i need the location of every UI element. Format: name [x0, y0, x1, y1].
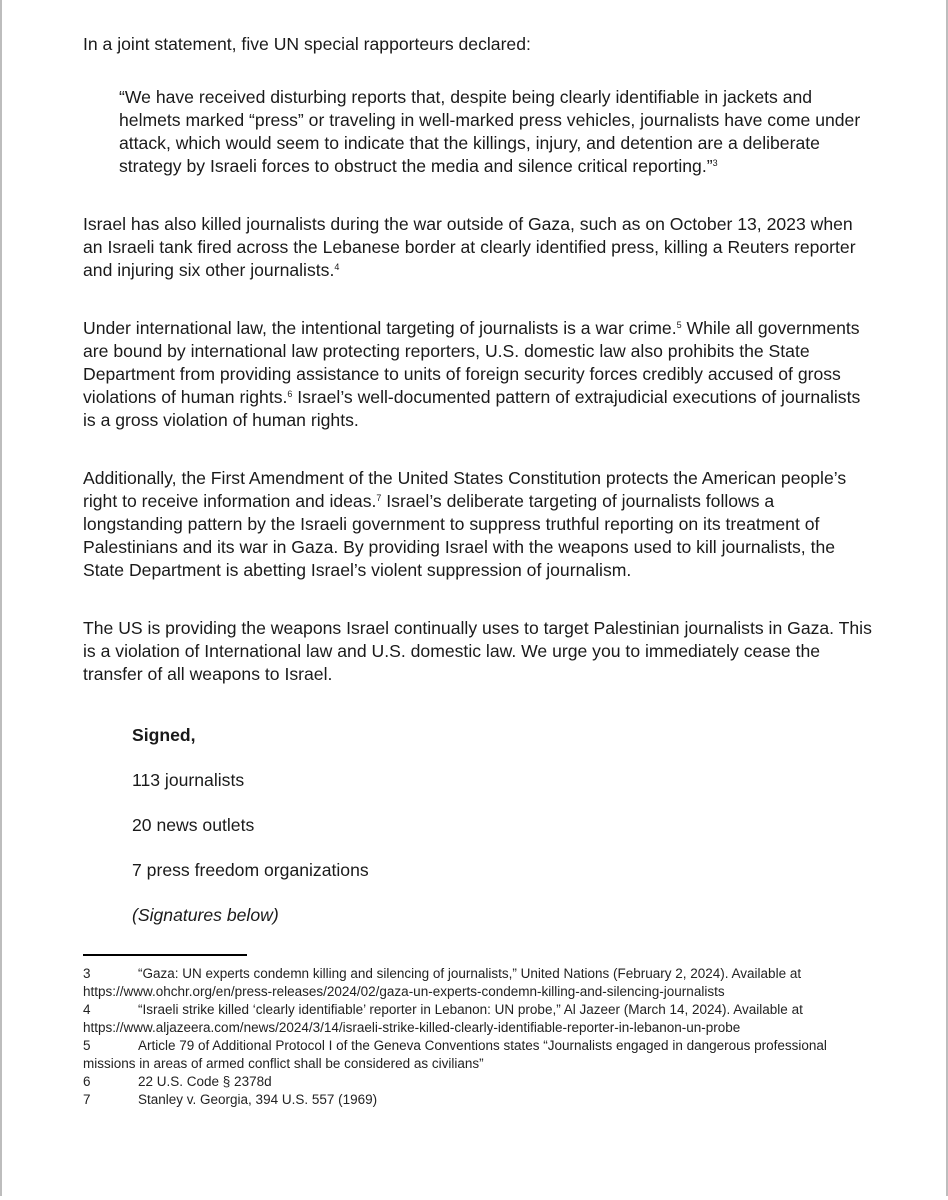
paragraph-intl-law-text-c: Israel’s well-documented pattern of extrajudicial executions of journalists is a gross violation of human rights.	[83, 387, 861, 430]
footnote-item	[83, 1001, 873, 1037]
footnote-text: 22 U.S. Code § 2378d	[138, 1074, 272, 1089]
footnote-number: 4	[83, 1002, 91, 1017]
paragraph-intl-law-text-a: Under international law, the intentional targeting of journalists is a war crime.	[83, 318, 677, 338]
footnote-item	[83, 1073, 873, 1091]
signed-outlets-count: 20 news outlets	[132, 815, 255, 835]
paragraph-lebanon	[83, 213, 873, 282]
paragraph-first-amendment	[83, 467, 873, 582]
footnote-ref-7[interactable]: 7	[376, 493, 382, 503]
paragraph-first-amendment-text-b: Israel’s deliberate targeting of journalists follows a longstanding pattern by the Israeli government to suppress truthful reporting on its treatment of Palestinians and its war in Gaza. By providing Israel with the weapons used to kill journalists, the State Department is abetting Israel’s violent suppression of journalism.	[83, 491, 836, 580]
footnote-text: Article 79 of Additional Protocol I of the Geneva Conventions states “Journalists engaged in dangerous professional missions in areas of armed conflict shall be considered as civilians”	[83, 1038, 827, 1071]
paragraph-first-amendment-text-a: Additionally, the First Amendment of the United States Constitution protects the American people’s right to receive information and ideas.	[83, 468, 847, 511]
rapporteurs-quote	[119, 86, 873, 178]
footnote-number: 7	[83, 1092, 91, 1107]
footnotes	[83, 965, 873, 1109]
footnote-ref-5[interactable]: 5	[676, 320, 682, 330]
footnote-item	[83, 965, 873, 1001]
footnote-text[interactable]: “Gaza: UN experts condemn killing and silencing of journalists,” United Nations (February 2, 2024). Available at https://www.ohchr.org/en/press-releases/2024/02/gaza-un-experts-condemn-killing-and-silencing-journalists	[83, 966, 802, 999]
paragraph-international-law	[83, 317, 873, 432]
letter-body	[83, 33, 873, 949]
paragraph-intl-law-text-b: While all governments are bound by international law protecting reporters, U.S. domestic law also prohibits the State Department from providing assistance to units of foreign security forces credibly accused of gross violations of human rights.	[83, 318, 860, 407]
footnote-item	[83, 1091, 873, 1109]
footnote-ref-6[interactable]: 6	[287, 389, 293, 399]
footnote-number: 5	[83, 1038, 91, 1053]
footnote-item	[83, 1037, 873, 1073]
footnote-number: 6	[83, 1074, 91, 1089]
signed-journalists-count: 113 journalists	[132, 770, 245, 790]
paragraph-demand: The US is providing the weapons Israel continually uses to target Palestinian journalists in Gaza. This is a violation of International law and U.S. domestic law. We urge you to immediately cease the transfer of all weapons to Israel.	[83, 618, 872, 684]
footnote-text[interactable]: “Israeli strike killed ‘clearly identifiable’ reporter in Lebanon: UN probe,” Al Jazeer (March 14, 2024). Available at https://www.aljazeera.com/news/2024/3/14/israeli-strike-killed-clearly-identifiable-reporter-in-lebanon-un-probe	[83, 1002, 803, 1035]
signed-orgs-count: 7 press freedom organizations	[132, 860, 369, 880]
footnote-text: Stanley v. Georgia, 394 U.S. 557 (1969)	[138, 1092, 378, 1107]
signatures-below-note: (Signatures below)	[132, 905, 279, 925]
footnote-ref-3[interactable]: 3	[712, 158, 718, 168]
footnote-number: 3	[83, 966, 91, 981]
intro-paragraph: In a joint statement, five UN special rapporteurs declared:	[83, 34, 531, 54]
footnote-ref-4[interactable]: 4	[334, 262, 340, 272]
signed-heading: Signed,	[132, 725, 196, 745]
signature-block	[132, 724, 873, 927]
quote-text: “We have received disturbing reports that, despite being clearly identifiable in jackets and helmets marked “press” or traveling in well-marked press vehicles, journalists have come under attack, which would seem to indicate that the killings, injury, and detention are a deliberate strategy by Israeli forces to obstruct the media and silence critical reporting.”	[119, 87, 861, 176]
footnote-divider	[83, 954, 247, 956]
paragraph-lebanon-text: Israel has also killed journalists during the war outside of Gaza, such as on October 13, 2023 when an Israeli tank fired across the Lebanese border at clearly identified press, killing a Reuters reporter and injuring six other journalists.	[83, 214, 856, 280]
